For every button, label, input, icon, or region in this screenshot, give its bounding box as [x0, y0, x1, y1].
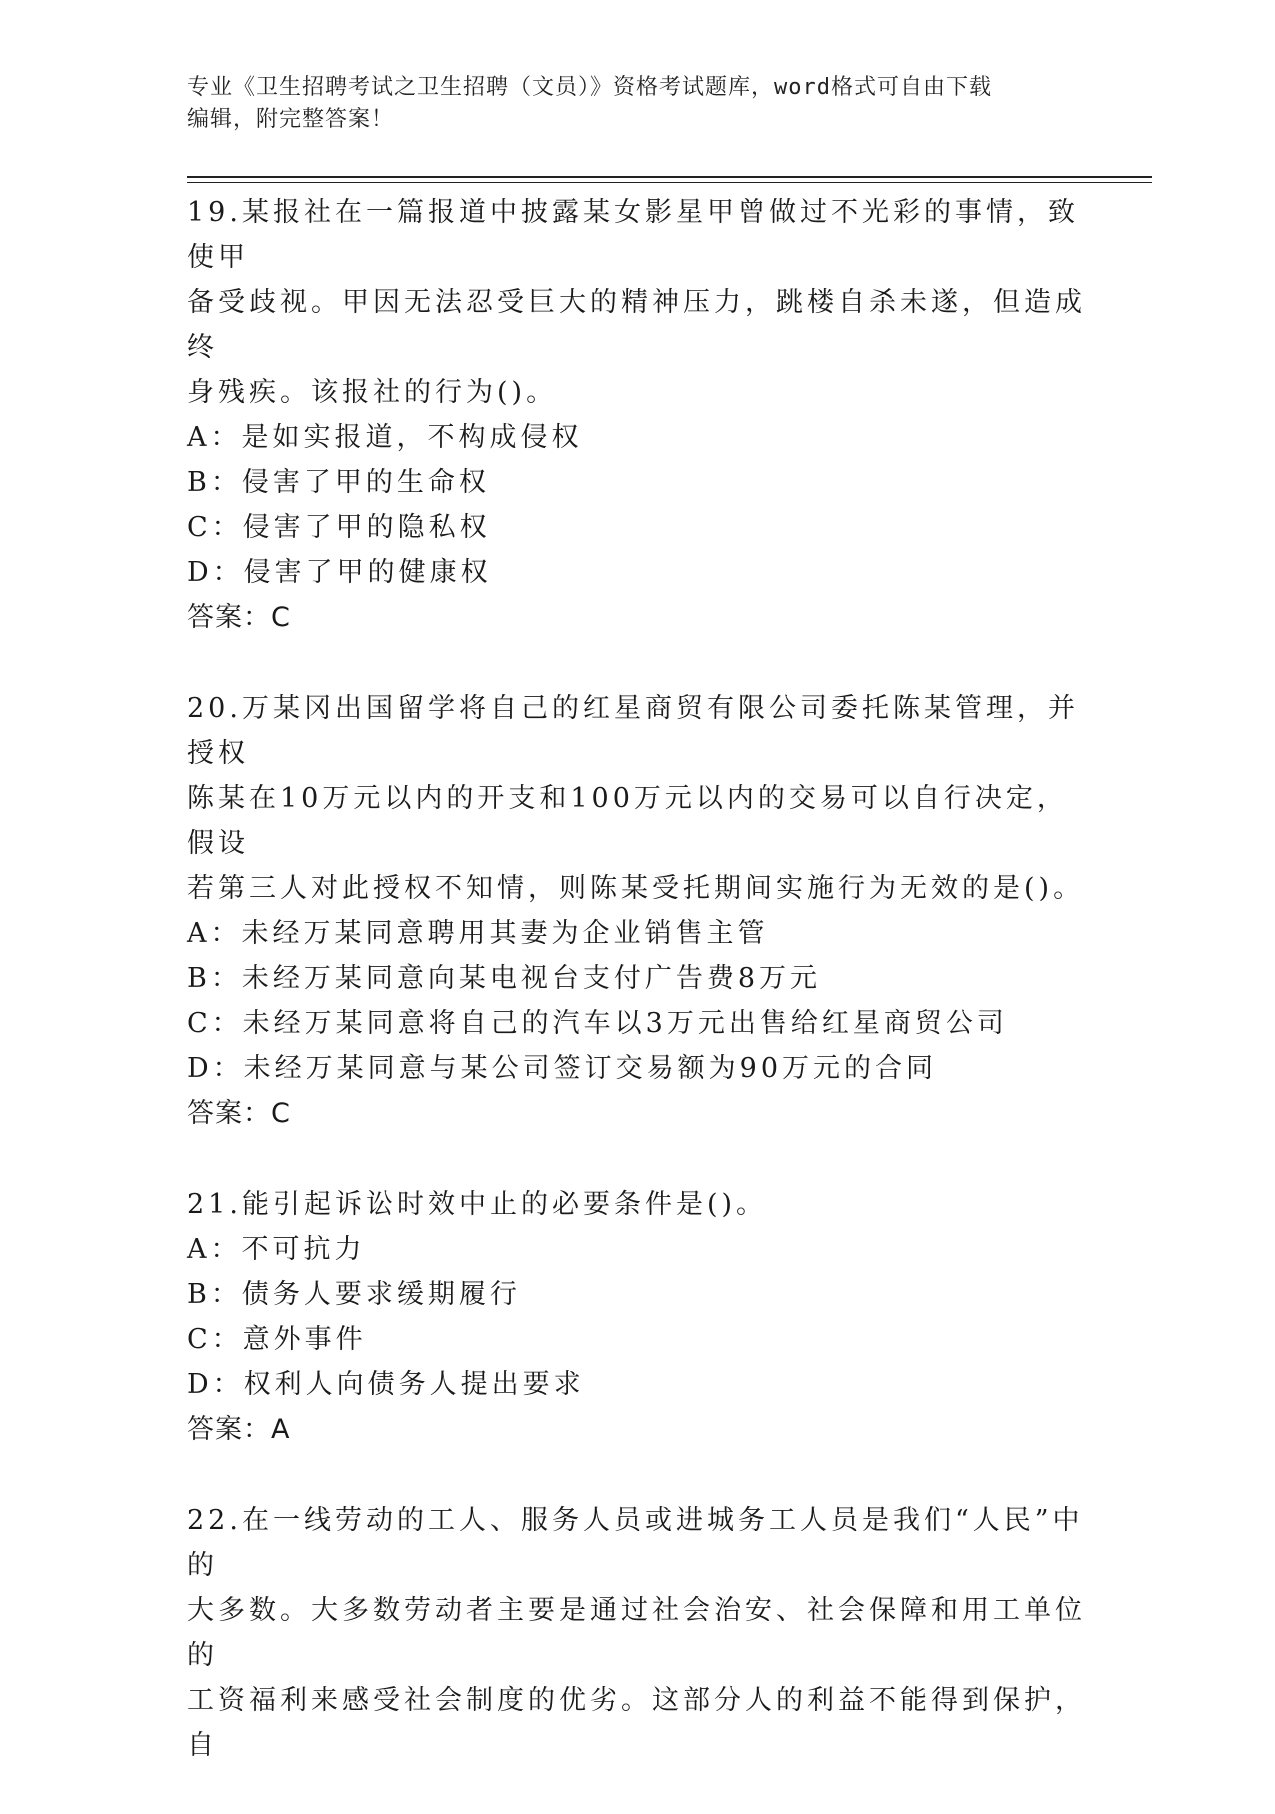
question-stem-line: 21.能引起诉讼时效中止的必要条件是()。	[187, 1189, 768, 1220]
question-stem-line: 工资福利来感受社会制度的优劣。这部分人的利益不能得到保护，自	[187, 1685, 1086, 1761]
option-c: C：意外事件	[187, 1324, 367, 1355]
question-stem-line: 备受歧视。甲因无法忍受巨大的精神压力，跳楼自杀未遂，但造成终	[187, 287, 1086, 363]
question-stem-line: 19.某报社在一篇报道中披露某女影星甲曾做过不光彩的事情，致使甲	[187, 197, 1079, 273]
header-divider-thick	[187, 176, 1152, 178]
answer-line: 答案：A	[187, 1414, 291, 1445]
header-divider-thin	[187, 182, 1152, 183]
option-b: B：未经万某同意向某电视台支付广告费8万元	[187, 963, 822, 994]
header-line-1: 专业《卫生招聘考试之卫生招聘（文员）》资格考试题库，word格式可自由下载	[187, 75, 992, 100]
question-list	[187, 190, 1087, 1814]
page-header	[187, 72, 1067, 136]
option-a: A：是如实报道，不构成侵权	[187, 422, 583, 453]
option-c: C：侵害了甲的隐私权	[187, 512, 491, 543]
answer-line: 答案：C	[187, 602, 291, 633]
option-b: B：侵害了甲的生命权	[187, 467, 490, 498]
question-22	[187, 1498, 1087, 1768]
question-stem-line: 22.在一线劳动的工人、服务人员或进城务工人员是我们“人民”中的	[187, 1505, 1084, 1581]
option-d: D：侵害了甲的健康权	[187, 557, 492, 588]
option-c: C：未经万某同意将自己的汽车以3万元出售给红星商贸公司	[187, 1008, 1008, 1039]
question-20	[187, 686, 1087, 1136]
question-21	[187, 1182, 1087, 1452]
question-19	[187, 190, 1087, 640]
question-stem-line: 若第三人对此授权不知情，则陈某受托期间实施行为无效的是()。	[187, 873, 1085, 904]
option-a: A：未经万某同意聘用其妻为企业销售主管	[187, 918, 769, 949]
header-line-2: 编辑，附完整答案！	[187, 107, 395, 132]
option-a: A：不可抗力	[187, 1234, 366, 1265]
question-stem-line: 身残疾。该报社的行为()。	[187, 377, 558, 408]
question-stem-line: 大多数。大多数劳动者主要是通过社会治安、社会保障和用工单位的	[187, 1595, 1086, 1671]
question-stem-line: 陈某在10万元以内的开支和100万元以内的交易可以自行决定，假设	[187, 783, 1068, 859]
option-d: D：未经万某同意与某公司签订交易额为90万元的合同	[187, 1053, 938, 1084]
option-d: D：权利人向债务人提出要求	[187, 1369, 585, 1400]
question-stem-line: 20.万某冈出国留学将自己的红星商贸有限公司委托陈某管理，并授权	[187, 693, 1079, 769]
answer-line: 答案：C	[187, 1098, 291, 1129]
option-b: B：债务人要求缓期履行	[187, 1279, 521, 1310]
